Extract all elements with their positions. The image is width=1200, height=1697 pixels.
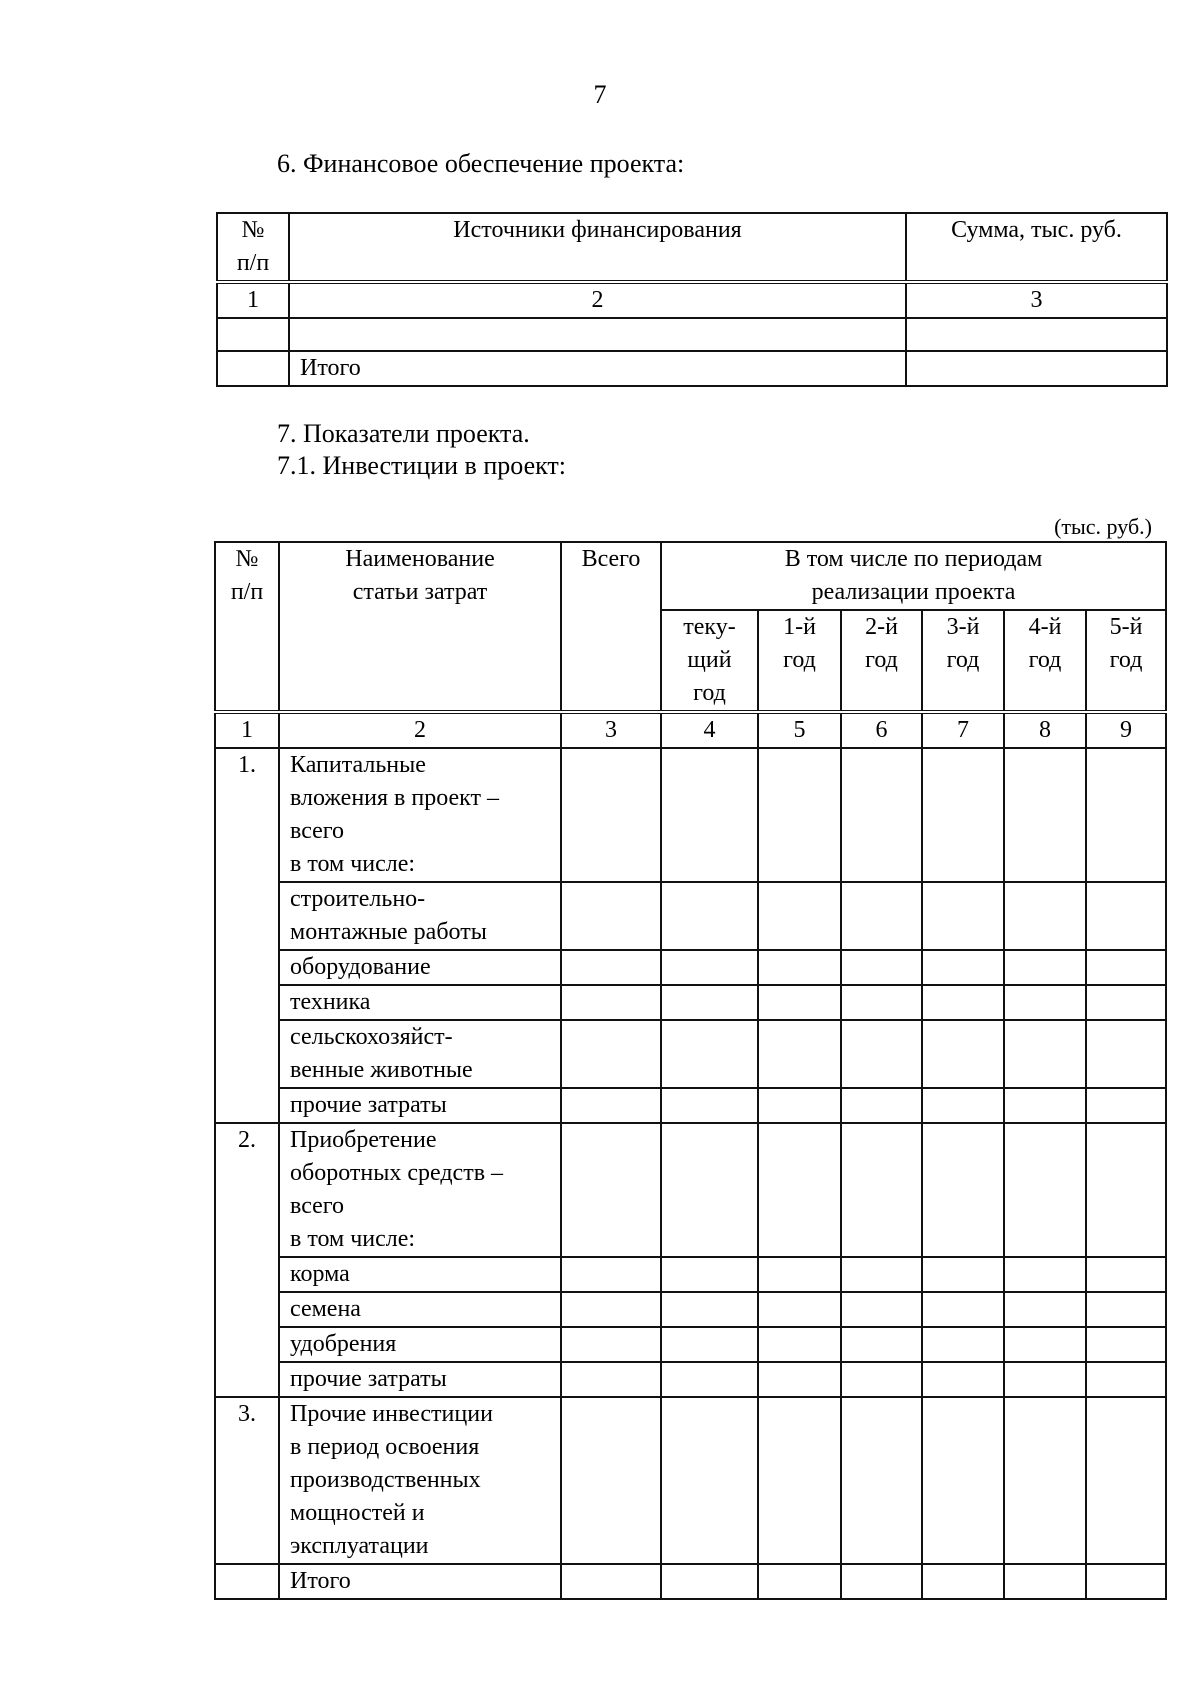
period-label-line: год [946,647,980,673]
value-cell [561,1362,661,1397]
cost-item-line: семена [290,1296,361,1322]
value-cell [661,1564,758,1599]
investment-table [214,541,1167,1600]
table-row [215,985,1166,1020]
group-number: 2. [215,1123,279,1397]
value-cell [1004,1088,1086,1123]
header-cost-item [279,542,561,712]
value-cell [841,1397,922,1564]
value-cell [1004,1257,1086,1292]
table-row [215,1123,1166,1257]
header-number-line2: п/п [236,250,270,276]
cost-item-cell [279,1397,561,1564]
cost-item-line: удобрения [290,1331,397,1357]
group-number: 3. [215,1397,279,1564]
value-cell [661,985,758,1020]
value-cell [661,1257,758,1292]
value-cell [561,882,661,950]
cost-item-cell [279,1362,561,1397]
header-period-year-1 [758,610,841,712]
value-cell [1004,1362,1086,1397]
header-funding-sources: Источники финансирования [289,213,906,282]
total-label: Итого [279,1564,561,1599]
value-cell [922,1564,1004,1599]
value-cell [841,748,922,882]
value-cell [1004,985,1086,1020]
table-row [215,950,1166,985]
index-cell: 1 [215,712,279,748]
table-row [215,1020,1166,1088]
cost-item-line: в том числе: [290,851,416,877]
cost-item-line: прочие затраты [290,1092,447,1118]
header-period-year-3 [922,610,1004,712]
value-cell [922,748,1004,882]
value-cell [1004,950,1086,985]
cost-item-line: сельскохозяйст- [290,1024,453,1050]
value-cell [1004,1292,1086,1327]
cost-item-line: в том числе: [290,1226,416,1252]
value-cell [561,1327,661,1362]
header-cost-item-line1: Наименование [345,546,495,572]
cost-item-line: производственных [290,1467,481,1493]
value-cell [661,1327,758,1362]
value-cell [922,1327,1004,1362]
section-7-1-heading: 7.1. Инвестиции в проект: [277,451,566,480]
value-cell [922,1397,1004,1564]
value-cell [758,1327,841,1362]
value-cell [1004,1123,1086,1257]
value-cell [1004,1327,1086,1362]
section-7-heading: 7. Показатели проекта. [277,419,530,448]
cost-item-line: прочие затраты [290,1366,447,1392]
value-cell [922,1362,1004,1397]
header-periods [661,542,1166,610]
index-cell: 6 [841,712,922,748]
value-cell [1086,1564,1166,1599]
table-row [215,1362,1166,1397]
index-cell: 8 [1004,712,1086,748]
value-cell [922,1020,1004,1088]
empty-cell [906,318,1167,351]
header-total: Всего [561,542,661,712]
empty-cell [217,351,289,386]
cost-item-cell [279,1123,561,1257]
value-cell [922,950,1004,985]
header-number-line1: № [235,546,259,572]
value-cell [758,950,841,985]
value-cell [922,1257,1004,1292]
total-amount-cell [906,351,1167,386]
empty-cell [289,318,906,351]
cost-item-line: мощностей и [290,1500,425,1526]
value-cell [1086,882,1166,950]
index-cell: 7 [922,712,1004,748]
index-cell: 1 [217,282,289,318]
value-cell [661,1362,758,1397]
period-label-line: 2-й [865,614,898,640]
value-cell [1086,748,1166,882]
period-label-line: год [783,647,816,673]
index-cell: 3 [906,282,1167,318]
header-number [215,542,279,712]
value-cell [561,748,661,882]
header-period-year-4 [1004,610,1086,712]
value-cell [758,1397,841,1564]
value-cell [1086,1088,1166,1123]
value-cell [758,748,841,882]
cost-item-line: оборотных средств – [290,1160,504,1186]
value-cell [758,882,841,950]
value-cell [561,985,661,1020]
value-cell [1086,1257,1166,1292]
table-row [215,1257,1166,1292]
value-cell [1004,748,1086,882]
value-cell [922,1123,1004,1257]
header-period-year-5 [1086,610,1166,712]
value-cell [661,1292,758,1327]
cost-item-cell [279,748,561,882]
period-label-line: 5-й [1109,614,1143,640]
cost-item-line: оборудование [290,954,431,980]
value-cell [841,1257,922,1292]
table-row [215,1088,1166,1123]
period-label-line: щий [687,647,732,673]
value-cell [561,1564,661,1599]
cost-item-line: венные животные [290,1057,473,1083]
value-cell [1004,1020,1086,1088]
table-row [215,748,1166,882]
index-cell: 4 [661,712,758,748]
empty-cell [217,318,289,351]
index-cell: 5 [758,712,841,748]
cost-item-line: корма [290,1261,350,1287]
unit-note: (тыс. руб.) [1054,514,1152,539]
cost-item-cell [279,1292,561,1327]
value-cell [841,1088,922,1123]
period-label-line: 3-й [946,614,980,640]
total-label: Итого [289,351,906,386]
table-row [215,1292,1166,1327]
section-6-heading: 6. Финансовое обеспечение проекта: [277,149,685,178]
value-cell [841,950,922,985]
period-label-line: год [1028,647,1062,673]
index-cell: 2 [289,282,906,318]
table-row [215,1397,1166,1564]
value-cell [1086,1327,1166,1362]
cost-item-line: всего [290,1193,345,1219]
value-cell [841,1292,922,1327]
header-period-current [661,610,758,712]
value-cell [661,950,758,985]
value-cell [561,1257,661,1292]
value-cell [1086,1292,1166,1327]
value-cell [561,1020,661,1088]
value-cell [661,748,758,882]
header-number-line1: № [241,217,265,243]
value-cell [1086,1123,1166,1257]
cost-item-cell [279,985,561,1020]
value-cell [1086,1362,1166,1397]
value-cell [1086,985,1166,1020]
cost-item-cell [279,1088,561,1123]
value-cell [841,882,922,950]
value-cell [841,1020,922,1088]
cost-item-line: Прочие инвестиции [290,1401,493,1427]
value-cell [561,1397,661,1564]
value-cell [1086,1020,1166,1088]
value-cell [841,1327,922,1362]
cost-item-line: монтажные работы [290,919,487,945]
value-cell [758,985,841,1020]
index-cell: 2 [279,712,561,748]
value-cell [758,1362,841,1397]
table-row [215,882,1166,950]
funding-sources-table [216,212,1168,387]
cost-item-line: всего [290,818,345,844]
value-cell [661,882,758,950]
total-row [215,1564,1166,1599]
cost-item-cell [279,1020,561,1088]
value-cell [561,1088,661,1123]
period-label-line: теку- [683,614,736,640]
value-cell [841,1123,922,1257]
cost-item-line: эксплуатации [290,1533,429,1559]
value-cell [758,1020,841,1088]
value-cell [661,1020,758,1088]
cost-item-line: Приобретение [290,1127,437,1153]
value-cell [661,1123,758,1257]
index-cell: 9 [1086,712,1166,748]
value-cell [1004,1397,1086,1564]
value-cell [758,1257,841,1292]
period-label-line: 4-й [1028,614,1062,640]
group-number: 1. [215,748,279,1123]
period-label-line: год [865,647,898,673]
value-cell [758,1292,841,1327]
header-amount: Сумма, тыс. руб. [906,213,1167,282]
value-cell [841,985,922,1020]
cost-item-cell [279,1327,561,1362]
value-cell [1004,1564,1086,1599]
value-cell [561,950,661,985]
page-number: 7 [593,80,607,109]
index-cell: 3 [561,712,661,748]
cost-item-cell [279,882,561,950]
cost-item-line: техника [290,989,371,1015]
value-cell [661,1397,758,1564]
period-label-line: 1-й [783,614,816,640]
cost-item-line: Капитальные [290,752,426,778]
cost-item-line: строительно- [290,886,426,912]
value-cell [841,1362,922,1397]
value-cell [758,1123,841,1257]
value-cell [922,882,1004,950]
value-cell [758,1564,841,1599]
empty-cell [215,1564,279,1599]
value-cell [561,1123,661,1257]
value-cell [661,1088,758,1123]
cost-item-line: вложения в проект – [290,785,499,811]
header-number [217,213,289,282]
header-period-year-2 [841,610,922,712]
header-periods-line2: реализации проекта [811,579,1016,605]
header-number-line2: п/п [230,579,264,605]
value-cell [841,1564,922,1599]
table-row [215,1327,1166,1362]
header-periods-line1: В том числе по периодам [784,546,1043,572]
value-cell [922,1292,1004,1327]
value-cell [758,1088,841,1123]
value-cell [922,1088,1004,1123]
value-cell [922,985,1004,1020]
cost-item-cell [279,950,561,985]
cost-item-line: в период освоения [290,1434,480,1460]
value-cell [1086,950,1166,985]
cost-item-cell [279,1257,561,1292]
value-cell [1004,882,1086,950]
header-cost-item-line2: статьи затрат [352,579,488,605]
value-cell [1086,1397,1166,1564]
value-cell [561,1292,661,1327]
period-label-line: год [1109,647,1143,673]
period-label-line: год [693,680,726,706]
